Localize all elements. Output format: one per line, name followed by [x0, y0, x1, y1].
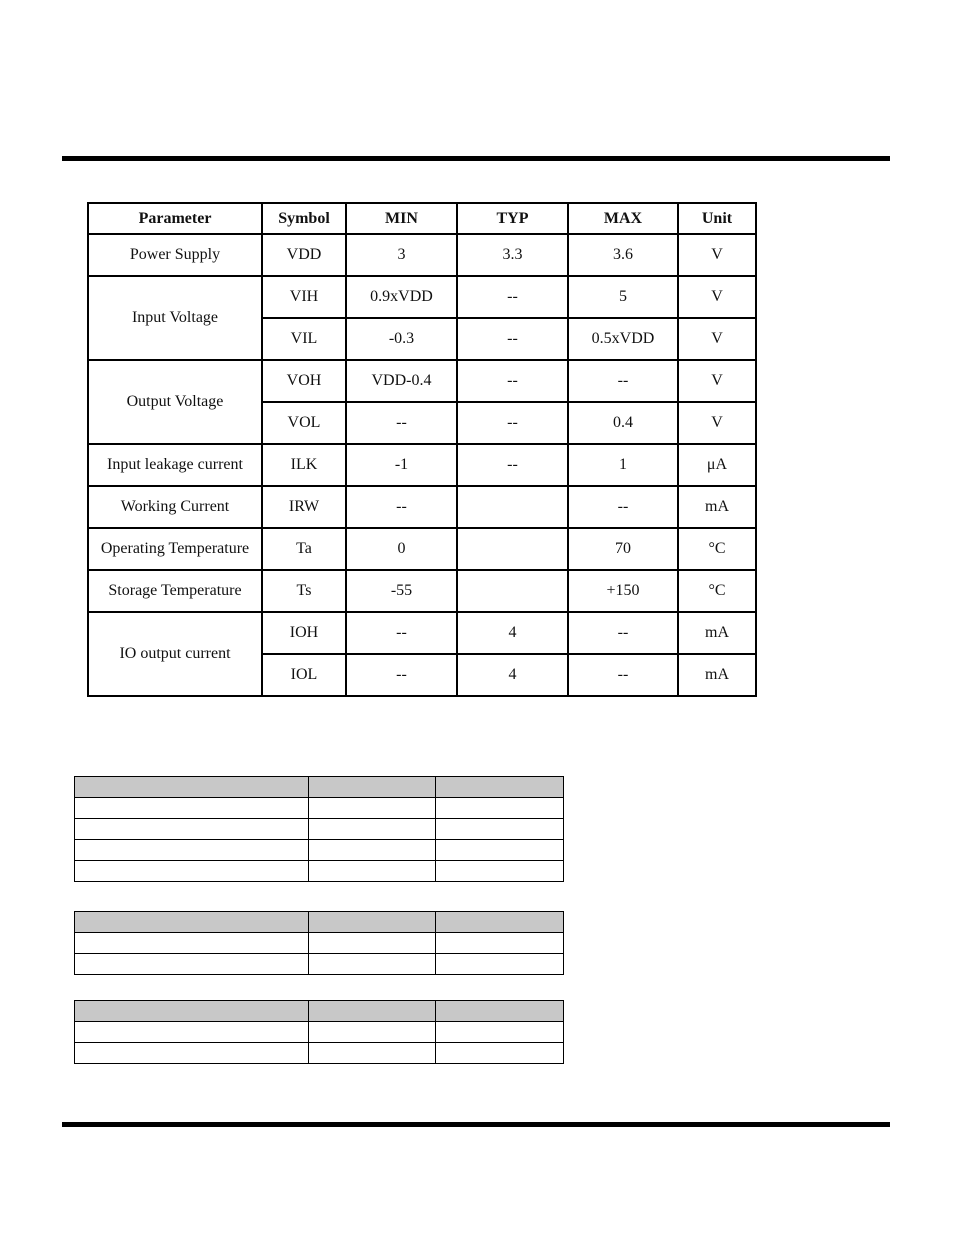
cell-max: -- [568, 360, 678, 402]
cell-symbol: IOH [262, 612, 346, 654]
blank-cell [436, 933, 564, 954]
blank-cell [436, 912, 564, 933]
blank-cell [436, 1001, 564, 1022]
cell-typ [457, 486, 568, 528]
cell-max: 0.5xVDD [568, 318, 678, 360]
blank-cell [309, 819, 436, 840]
header-parameter: Parameter [88, 203, 262, 234]
cell-symbol: IOL [262, 654, 346, 696]
cell-symbol: VIH [262, 276, 346, 318]
blank-cell [436, 840, 564, 861]
header-typ: TYP [457, 203, 568, 234]
blank-cell [436, 1022, 564, 1043]
blank-cell [75, 1043, 309, 1064]
cell-unit: mA [678, 486, 756, 528]
blank-table-header-row [75, 777, 564, 798]
cell-parameter: Output Voltage [88, 360, 262, 444]
cell-min: -1 [346, 444, 457, 486]
cell-max: 0.4 [568, 402, 678, 444]
table-row [88, 444, 756, 486]
blank-cell [309, 840, 436, 861]
table-row [88, 276, 756, 318]
blank-cell [309, 954, 436, 975]
cell-typ: -- [457, 444, 568, 486]
header-unit: Unit [678, 203, 756, 234]
cell-parameter: Input leakage current [88, 444, 262, 486]
blank-table-header-row [75, 912, 564, 933]
cell-unit: μA [678, 444, 756, 486]
cell-typ: 3.3 [457, 234, 568, 276]
header-min: MIN [346, 203, 457, 234]
cell-unit: °C [678, 570, 756, 612]
blank-cell [309, 777, 436, 798]
cell-max: 1 [568, 444, 678, 486]
cell-unit: V [678, 234, 756, 276]
cell-min: 3 [346, 234, 457, 276]
cell-typ: -- [457, 276, 568, 318]
cell-symbol: Ts [262, 570, 346, 612]
blank-cell [75, 1001, 309, 1022]
blank-table-row [75, 798, 564, 819]
blank-cell [436, 1043, 564, 1064]
cell-symbol: VOH [262, 360, 346, 402]
blank-table-row [75, 861, 564, 882]
cell-unit: V [678, 360, 756, 402]
cell-symbol: VOL [262, 402, 346, 444]
table-row [88, 570, 756, 612]
blank-cell [436, 819, 564, 840]
table-row [88, 612, 756, 654]
cell-symbol: VDD [262, 234, 346, 276]
blank-cell [309, 798, 436, 819]
cell-symbol: IRW [262, 486, 346, 528]
blank-cell [75, 861, 309, 882]
cell-min: VDD-0.4 [346, 360, 457, 402]
cell-typ: -- [457, 360, 568, 402]
cell-parameter: IO output current [88, 612, 262, 696]
blank-table-row [75, 1022, 564, 1043]
blank-table-row [75, 1043, 564, 1064]
blank-cell [309, 933, 436, 954]
cell-unit: V [678, 402, 756, 444]
cell-unit: mA [678, 654, 756, 696]
cell-typ [457, 528, 568, 570]
cell-min: -0.3 [346, 318, 457, 360]
cell-typ: -- [457, 402, 568, 444]
cell-max: -- [568, 486, 678, 528]
blank-table-row [75, 933, 564, 954]
cell-unit: V [678, 318, 756, 360]
cell-min: 0 [346, 528, 457, 570]
cell-min: -- [346, 402, 457, 444]
blank-table-row [75, 840, 564, 861]
blank-cell [309, 1001, 436, 1022]
cell-max: +150 [568, 570, 678, 612]
cell-min: -55 [346, 570, 457, 612]
cell-parameter: Storage Temperature [88, 570, 262, 612]
blank-cell [436, 777, 564, 798]
cell-typ: 4 [457, 654, 568, 696]
cell-max: 70 [568, 528, 678, 570]
blank-table-3 [74, 1000, 564, 1064]
blank-cell [436, 954, 564, 975]
cell-unit: °C [678, 528, 756, 570]
table-row [88, 234, 756, 276]
blank-cell [75, 933, 309, 954]
table-row [88, 528, 756, 570]
cell-unit: mA [678, 612, 756, 654]
cell-parameter: Operating Temperature [88, 528, 262, 570]
blank-table-row [75, 954, 564, 975]
cell-parameter: Power Supply [88, 234, 262, 276]
header-max: MAX [568, 203, 678, 234]
blank-cell [309, 861, 436, 882]
cell-typ [457, 570, 568, 612]
blank-table-header-row [75, 1001, 564, 1022]
cell-typ: -- [457, 318, 568, 360]
table-row [88, 486, 756, 528]
cell-min: -- [346, 612, 457, 654]
electrical-characteristics-table [87, 202, 757, 697]
blank-cell [75, 954, 309, 975]
blank-cell [309, 1022, 436, 1043]
blank-cell [75, 798, 309, 819]
blank-table-row [75, 819, 564, 840]
cell-max: 3.6 [568, 234, 678, 276]
cell-symbol: Ta [262, 528, 346, 570]
cell-min: 0.9xVDD [346, 276, 457, 318]
blank-cell [309, 912, 436, 933]
blank-cell [75, 840, 309, 861]
cell-max: -- [568, 612, 678, 654]
cell-parameter: Input Voltage [88, 276, 262, 360]
table-row [88, 360, 756, 402]
blank-cell [436, 798, 564, 819]
bottom-horizontal-rule [62, 1122, 890, 1127]
top-horizontal-rule [62, 156, 890, 161]
blank-cell [75, 777, 309, 798]
cell-parameter: Working Current [88, 486, 262, 528]
header-symbol: Symbol [262, 203, 346, 234]
cell-min: -- [346, 486, 457, 528]
table-header-row [88, 203, 756, 234]
blank-table-1 [74, 776, 564, 882]
blank-cell [436, 861, 564, 882]
cell-typ: 4 [457, 612, 568, 654]
blank-cell [75, 1022, 309, 1043]
blank-cell [75, 819, 309, 840]
cell-symbol: VIL [262, 318, 346, 360]
cell-unit: V [678, 276, 756, 318]
cell-max: -- [568, 654, 678, 696]
blank-cell [75, 912, 309, 933]
blank-cell [309, 1043, 436, 1064]
cell-max: 5 [568, 276, 678, 318]
blank-table-2 [74, 911, 564, 975]
cell-symbol: ILK [262, 444, 346, 486]
cell-min: -- [346, 654, 457, 696]
